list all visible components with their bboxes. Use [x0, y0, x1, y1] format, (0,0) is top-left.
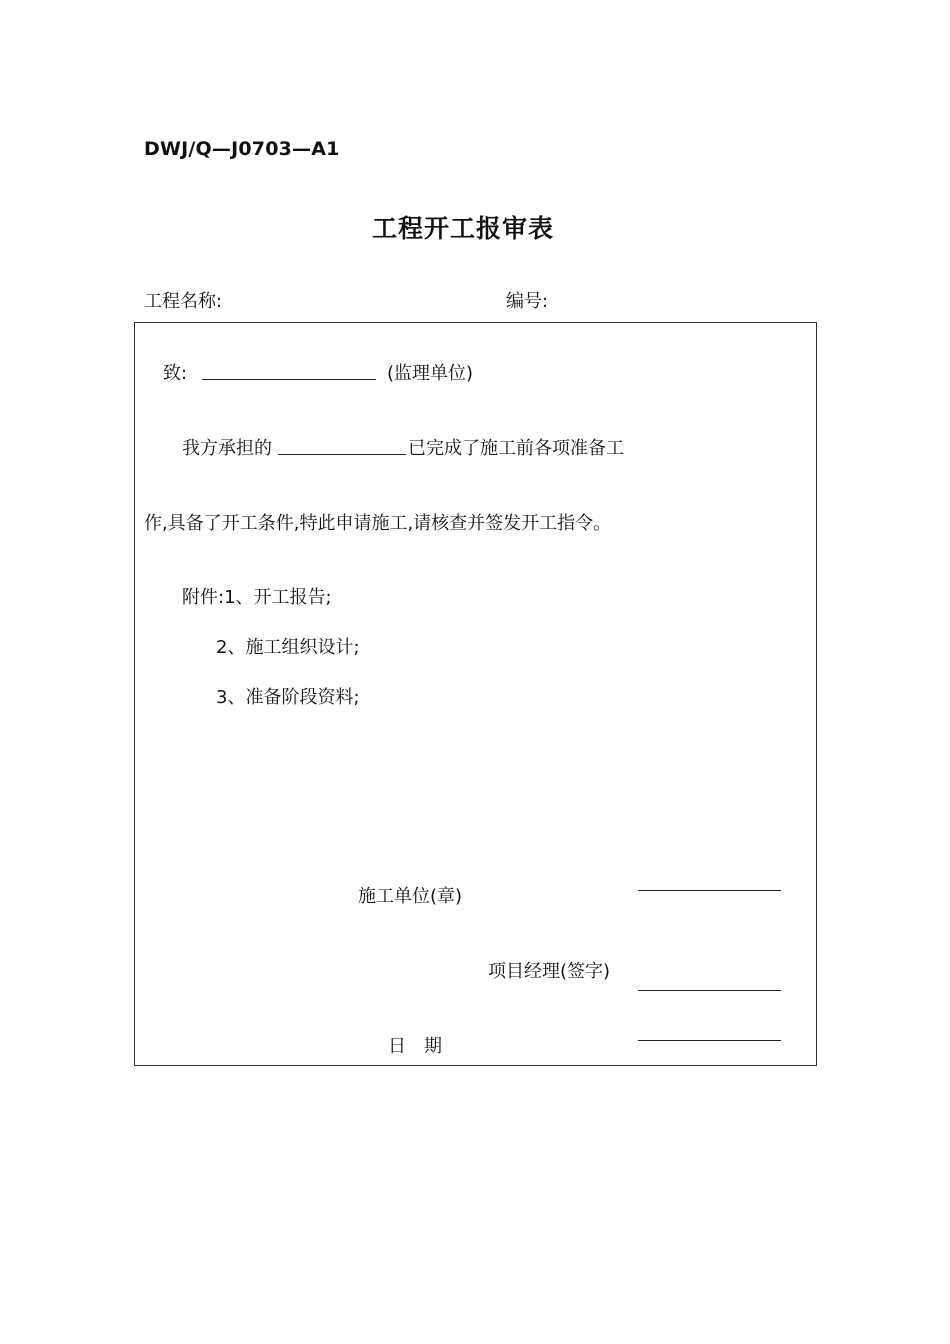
date-field[interactable]: [638, 1040, 781, 1041]
project-manager-label: 项目经理(签字): [488, 961, 611, 982]
project-name-label: 工程名称:: [144, 291, 223, 312]
construction-unit-label: 施工单位(章): [358, 886, 463, 907]
supervisor-name-field[interactable]: [202, 379, 376, 380]
attachment-item-3: 3、准备阶段资料;: [216, 687, 360, 708]
attachment-item-2: 2、施工组织设计;: [216, 637, 360, 658]
date-label: 日 期: [388, 1036, 442, 1057]
to-label: 致:: [163, 363, 188, 384]
project-scope-field[interactable]: [278, 454, 406, 455]
construction-unit-seal-field[interactable]: [638, 890, 781, 891]
document-code: DWJ/Q—J0703—A1: [144, 138, 340, 160]
project-manager-signature-field[interactable]: [638, 990, 781, 991]
number-label: 编号:: [506, 291, 549, 312]
supervisor-unit-label: (监理单位): [387, 363, 474, 384]
paragraph-line2: 作,具备了开工条件,特此申请施工,请核查并签发开工指令。: [144, 513, 612, 534]
paragraph-part1: 我方承担的: [182, 438, 272, 459]
page-title: 工程开工报审表: [371, 214, 554, 243]
attachments-label: 附件:1、开工报告;: [182, 587, 332, 608]
paragraph-part2: 已完成了施工前各项准备工: [408, 438, 624, 459]
